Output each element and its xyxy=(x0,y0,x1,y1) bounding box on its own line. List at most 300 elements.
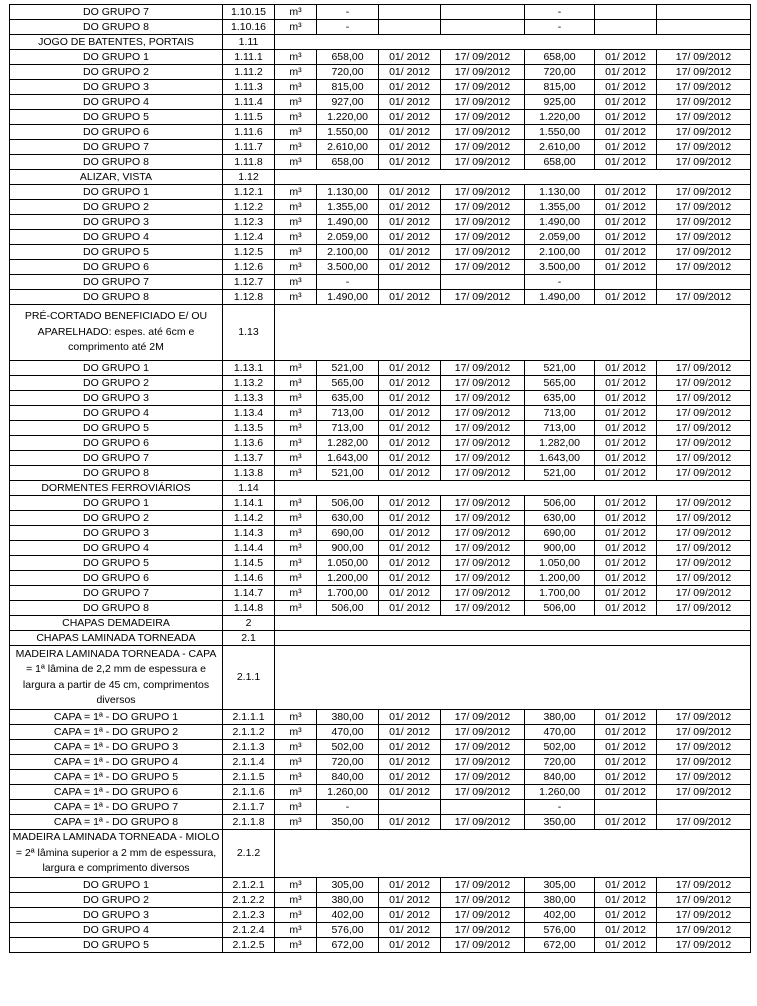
price-cell: 350,00 xyxy=(317,815,379,830)
section-code: 2.1.1 xyxy=(223,646,275,710)
unit-cell: m³ xyxy=(275,878,317,893)
update-date-cell: 17/ 09/2012 xyxy=(657,710,751,725)
table-row xyxy=(10,155,751,170)
reference-month-cell: 01/ 2012 xyxy=(595,290,657,305)
item-code: 1.13.1 xyxy=(223,361,275,376)
item-description: DO GRUPO 2 xyxy=(10,511,223,526)
table-row xyxy=(10,526,751,541)
unit-cell: m³ xyxy=(275,710,317,725)
price-cell: 521,00 xyxy=(317,466,379,481)
unit-cell: m³ xyxy=(275,526,317,541)
section-description: ALIZAR, VISTA xyxy=(10,170,223,185)
unit-cell: m³ xyxy=(275,230,317,245)
price-cell: 1.700,00 xyxy=(317,586,379,601)
reference-month-cell: 01/ 2012 xyxy=(595,893,657,908)
price-cell: 1.643,00 xyxy=(525,451,595,466)
update-date-cell: 17/ 09/2012 xyxy=(657,376,751,391)
update-date-cell: 17/ 09/2012 xyxy=(657,80,751,95)
item-code: 1.14.4 xyxy=(223,541,275,556)
reference-month-cell: 01/ 2012 xyxy=(595,421,657,436)
reference-month-cell xyxy=(379,5,441,20)
item-code: 1.14.6 xyxy=(223,571,275,586)
table-row xyxy=(10,80,751,95)
table-row xyxy=(10,260,751,275)
update-date-cell: 17/ 09/2012 xyxy=(441,923,525,938)
price-cell: 506,00 xyxy=(525,496,595,511)
section-description: PRÉ-CORTADO BENEFICIADO E/ OU APARELHADO: espes. até 6cm e comprimento até 2M xyxy=(10,305,223,361)
section-code: 1.12 xyxy=(223,170,275,185)
item-description: CAPA = 1ª - DO GRUPO 6 xyxy=(10,785,223,800)
reference-month-cell: 01/ 2012 xyxy=(595,95,657,110)
update-date-cell: 17/ 09/2012 xyxy=(441,740,525,755)
item-description: CAPA = 1ª - DO GRUPO 2 xyxy=(10,725,223,740)
price-cell: 713,00 xyxy=(525,406,595,421)
item-code: 1.13.2 xyxy=(223,376,275,391)
table-row xyxy=(10,725,751,740)
price-cell: 1.490,00 xyxy=(525,215,595,230)
reference-month-cell: 01/ 2012 xyxy=(595,260,657,275)
item-code: 2.1.1.6 xyxy=(223,785,275,800)
item-code: 1.11.7 xyxy=(223,140,275,155)
update-date-cell xyxy=(657,5,751,20)
price-cell: 1.130,00 xyxy=(317,185,379,200)
item-description: DO GRUPO 1 xyxy=(10,496,223,511)
price-cell: 1.130,00 xyxy=(525,185,595,200)
price-cell: 506,00 xyxy=(317,496,379,511)
item-description: DO GRUPO 6 xyxy=(10,436,223,451)
section-code: 1.11 xyxy=(223,35,275,50)
table-row xyxy=(10,785,751,800)
price-cell: 380,00 xyxy=(525,710,595,725)
table-row xyxy=(10,110,751,125)
update-date-cell: 17/ 09/2012 xyxy=(441,511,525,526)
reference-month-cell xyxy=(595,275,657,290)
section-header-row xyxy=(10,631,751,646)
reference-month-cell: 01/ 2012 xyxy=(379,260,441,275)
reference-month-cell: 01/ 2012 xyxy=(595,740,657,755)
reference-month-cell: 01/ 2012 xyxy=(379,421,441,436)
item-code: 1.14.8 xyxy=(223,601,275,616)
item-code: 1.12.2 xyxy=(223,200,275,215)
blank-cell xyxy=(275,631,751,646)
price-cell: 690,00 xyxy=(525,526,595,541)
section-header-row xyxy=(10,35,751,50)
section-code: 1.14 xyxy=(223,481,275,496)
item-code: 1.11.8 xyxy=(223,155,275,170)
update-date-cell: 17/ 09/2012 xyxy=(441,391,525,406)
item-code: 2.1.2.1 xyxy=(223,878,275,893)
update-date-cell: 17/ 09/2012 xyxy=(441,200,525,215)
price-cell: - xyxy=(317,800,379,815)
reference-month-cell: 01/ 2012 xyxy=(379,230,441,245)
price-cell: 565,00 xyxy=(317,376,379,391)
reference-month-cell: 01/ 2012 xyxy=(379,586,441,601)
item-description: DO GRUPO 7 xyxy=(10,5,223,20)
item-description: DO GRUPO 4 xyxy=(10,406,223,421)
update-date-cell: 17/ 09/2012 xyxy=(657,421,751,436)
update-date-cell: 17/ 09/2012 xyxy=(441,436,525,451)
update-date-cell: 17/ 09/2012 xyxy=(441,185,525,200)
price-cell: 506,00 xyxy=(525,601,595,616)
price-cell: 470,00 xyxy=(317,725,379,740)
reference-month-cell: 01/ 2012 xyxy=(595,571,657,586)
item-code: 1.11.2 xyxy=(223,65,275,80)
unit-cell: m³ xyxy=(275,725,317,740)
reference-month-cell: 01/ 2012 xyxy=(595,601,657,616)
table-row xyxy=(10,878,751,893)
price-cell: 1.490,00 xyxy=(525,290,595,305)
unit-cell: m³ xyxy=(275,65,317,80)
price-cell: 565,00 xyxy=(525,376,595,391)
update-date-cell: 17/ 09/2012 xyxy=(657,740,751,755)
item-description: DO GRUPO 6 xyxy=(10,571,223,586)
update-date-cell: 17/ 09/2012 xyxy=(441,815,525,830)
item-code: 1.11.4 xyxy=(223,95,275,110)
price-cell: 2.059,00 xyxy=(317,230,379,245)
section-header-row xyxy=(10,616,751,631)
table-row xyxy=(10,290,751,305)
item-code: 1.13.6 xyxy=(223,436,275,451)
update-date-cell: 17/ 09/2012 xyxy=(657,571,751,586)
item-description: DO GRUPO 7 xyxy=(10,586,223,601)
item-code: 2.1.2.2 xyxy=(223,893,275,908)
update-date-cell: 17/ 09/2012 xyxy=(441,80,525,95)
section-header-row xyxy=(10,646,751,710)
reference-month-cell: 01/ 2012 xyxy=(379,526,441,541)
item-description: DO GRUPO 1 xyxy=(10,50,223,65)
update-date-cell: 17/ 09/2012 xyxy=(441,421,525,436)
item-description: DO GRUPO 2 xyxy=(10,893,223,908)
section-description: CHAPAS DEMADEIRA xyxy=(10,616,223,631)
reference-month-cell: 01/ 2012 xyxy=(595,155,657,170)
item-code: 2.1.2.4 xyxy=(223,923,275,938)
item-description: DO GRUPO 3 xyxy=(10,80,223,95)
price-cell: 402,00 xyxy=(525,908,595,923)
reference-month-cell: 01/ 2012 xyxy=(379,50,441,65)
update-date-cell: 17/ 09/2012 xyxy=(657,785,751,800)
unit-cell: m³ xyxy=(275,571,317,586)
unit-cell: m³ xyxy=(275,140,317,155)
section-description: CHAPAS LAMINADA TORNEADA xyxy=(10,631,223,646)
update-date-cell: 17/ 09/2012 xyxy=(441,556,525,571)
table-row xyxy=(10,586,751,601)
price-cell: 720,00 xyxy=(525,755,595,770)
reference-month-cell xyxy=(595,800,657,815)
unit-cell: m³ xyxy=(275,421,317,436)
item-description: DO GRUPO 3 xyxy=(10,215,223,230)
item-description: DO GRUPO 5 xyxy=(10,110,223,125)
update-date-cell: 17/ 09/2012 xyxy=(441,245,525,260)
reference-month-cell: 01/ 2012 xyxy=(595,526,657,541)
unit-cell: m³ xyxy=(275,215,317,230)
item-code: 1.12.5 xyxy=(223,245,275,260)
price-cell: - xyxy=(525,5,595,20)
reference-month-cell: 01/ 2012 xyxy=(379,541,441,556)
reference-month-cell: 01/ 2012 xyxy=(595,215,657,230)
item-code: 1.12.7 xyxy=(223,275,275,290)
update-date-cell: 17/ 09/2012 xyxy=(441,451,525,466)
table-row xyxy=(10,770,751,785)
reference-month-cell: 01/ 2012 xyxy=(379,556,441,571)
update-date-cell: 17/ 09/2012 xyxy=(441,125,525,140)
table-row xyxy=(10,710,751,725)
section-code: 2 xyxy=(223,616,275,631)
item-description: DO GRUPO 5 xyxy=(10,556,223,571)
reference-month-cell: 01/ 2012 xyxy=(379,725,441,740)
price-cell: 927,00 xyxy=(317,95,379,110)
reference-month-cell: 01/ 2012 xyxy=(379,200,441,215)
price-cell: 470,00 xyxy=(525,725,595,740)
price-cell: 713,00 xyxy=(317,406,379,421)
item-description: DO GRUPO 1 xyxy=(10,878,223,893)
update-date-cell: 17/ 09/2012 xyxy=(441,755,525,770)
item-code: 1.10.15 xyxy=(223,5,275,20)
update-date-cell: 17/ 09/2012 xyxy=(657,725,751,740)
price-cell: 2.100,00 xyxy=(317,245,379,260)
reference-month-cell: 01/ 2012 xyxy=(595,65,657,80)
item-code: 1.14.2 xyxy=(223,511,275,526)
unit-cell: m³ xyxy=(275,50,317,65)
reference-month-cell: 01/ 2012 xyxy=(595,815,657,830)
reference-month-cell: 01/ 2012 xyxy=(379,215,441,230)
blank-cell xyxy=(275,170,751,185)
table-row xyxy=(10,391,751,406)
reference-month-cell: 01/ 2012 xyxy=(595,110,657,125)
reference-month-cell: 01/ 2012 xyxy=(379,65,441,80)
update-date-cell: 17/ 09/2012 xyxy=(441,710,525,725)
item-code: 1.13.4 xyxy=(223,406,275,421)
section-code: 2.1 xyxy=(223,631,275,646)
reference-month-cell: 01/ 2012 xyxy=(379,908,441,923)
price-cell: 305,00 xyxy=(525,878,595,893)
price-table-body xyxy=(10,5,751,953)
item-description: DO GRUPO 5 xyxy=(10,421,223,436)
update-date-cell: 17/ 09/2012 xyxy=(441,601,525,616)
item-code: 1.13.7 xyxy=(223,451,275,466)
unit-cell: m³ xyxy=(275,893,317,908)
update-date-cell: 17/ 09/2012 xyxy=(657,908,751,923)
table-row xyxy=(10,185,751,200)
unit-cell: m³ xyxy=(275,260,317,275)
item-code: 1.14.3 xyxy=(223,526,275,541)
update-date-cell: 17/ 09/2012 xyxy=(657,290,751,305)
update-date-cell: 17/ 09/2012 xyxy=(657,938,751,953)
update-date-cell: 17/ 09/2012 xyxy=(657,125,751,140)
table-row xyxy=(10,200,751,215)
reference-month-cell: 01/ 2012 xyxy=(595,50,657,65)
table-row xyxy=(10,755,751,770)
table-row xyxy=(10,275,751,290)
price-cell: 1.050,00 xyxy=(317,556,379,571)
update-date-cell: 17/ 09/2012 xyxy=(657,451,751,466)
update-date-cell: 17/ 09/2012 xyxy=(441,110,525,125)
reference-month-cell: 01/ 2012 xyxy=(595,710,657,725)
reference-month-cell: 01/ 2012 xyxy=(379,785,441,800)
reference-month-cell: 01/ 2012 xyxy=(379,155,441,170)
section-description: JOGO DE BATENTES, PORTAIS xyxy=(10,35,223,50)
unit-cell: m³ xyxy=(275,586,317,601)
table-row xyxy=(10,406,751,421)
unit-cell: m³ xyxy=(275,5,317,20)
price-cell: 815,00 xyxy=(525,80,595,95)
price-cell: 720,00 xyxy=(317,755,379,770)
reference-month-cell: 01/ 2012 xyxy=(379,125,441,140)
reference-month-cell: 01/ 2012 xyxy=(379,740,441,755)
section-code: 1.13 xyxy=(223,305,275,361)
item-description: CAPA = 1ª - DO GRUPO 5 xyxy=(10,770,223,785)
reference-month-cell: 01/ 2012 xyxy=(379,893,441,908)
reference-month-cell: 01/ 2012 xyxy=(595,755,657,770)
unit-cell: m³ xyxy=(275,496,317,511)
item-description: CAPA = 1ª - DO GRUPO 3 xyxy=(10,740,223,755)
table-row xyxy=(10,511,751,526)
unit-cell: m³ xyxy=(275,245,317,260)
unit-cell: m³ xyxy=(275,541,317,556)
table-row xyxy=(10,800,751,815)
reference-month-cell: 01/ 2012 xyxy=(379,571,441,586)
table-row xyxy=(10,496,751,511)
reference-month-cell: 01/ 2012 xyxy=(595,586,657,601)
item-code: 2.1.1.1 xyxy=(223,710,275,725)
price-cell: 380,00 xyxy=(525,893,595,908)
reference-month-cell: 01/ 2012 xyxy=(595,376,657,391)
reference-month-cell: 01/ 2012 xyxy=(379,406,441,421)
table-row xyxy=(10,436,751,451)
unit-cell: m³ xyxy=(275,406,317,421)
item-description: DO GRUPO 4 xyxy=(10,923,223,938)
reference-month-cell: 01/ 2012 xyxy=(379,923,441,938)
reference-month-cell: 01/ 2012 xyxy=(379,938,441,953)
item-description: DO GRUPO 7 xyxy=(10,451,223,466)
reference-month-cell: 01/ 2012 xyxy=(379,185,441,200)
section-description: MADEIRA LAMINADA TORNEADA - MIOLO = 2ª lâmina superior a 2 mm de espessura, largura e comprimento diversos xyxy=(10,830,223,878)
price-cell: 630,00 xyxy=(317,511,379,526)
price-cell: 840,00 xyxy=(317,770,379,785)
table-row xyxy=(10,125,751,140)
reference-month-cell: 01/ 2012 xyxy=(379,436,441,451)
update-date-cell: 17/ 09/2012 xyxy=(441,65,525,80)
item-code: 1.14.5 xyxy=(223,556,275,571)
unit-cell: m³ xyxy=(275,740,317,755)
reference-month-cell: 01/ 2012 xyxy=(595,556,657,571)
item-code: 2.1.1.2 xyxy=(223,725,275,740)
update-date-cell: 17/ 09/2012 xyxy=(441,215,525,230)
update-date-cell: 17/ 09/2012 xyxy=(657,436,751,451)
price-cell: 305,00 xyxy=(317,878,379,893)
update-date-cell: 17/ 09/2012 xyxy=(441,260,525,275)
reference-month-cell: 01/ 2012 xyxy=(379,361,441,376)
blank-cell xyxy=(275,830,751,878)
price-cell: 3.500,00 xyxy=(317,260,379,275)
reference-month-cell xyxy=(379,20,441,35)
reference-month-cell xyxy=(379,275,441,290)
price-cell: 1.260,00 xyxy=(317,785,379,800)
item-description: DO GRUPO 3 xyxy=(10,391,223,406)
reference-month-cell: 01/ 2012 xyxy=(379,710,441,725)
update-date-cell: 17/ 09/2012 xyxy=(657,110,751,125)
table-row xyxy=(10,815,751,830)
update-date-cell: 17/ 09/2012 xyxy=(441,938,525,953)
table-row xyxy=(10,601,751,616)
reference-month-cell: 01/ 2012 xyxy=(595,466,657,481)
item-code: 1.14.1 xyxy=(223,496,275,511)
price-cell: 1.643,00 xyxy=(317,451,379,466)
reference-month-cell: 01/ 2012 xyxy=(595,725,657,740)
update-date-cell: 17/ 09/2012 xyxy=(657,755,751,770)
table-row xyxy=(10,50,751,65)
update-date-cell: 17/ 09/2012 xyxy=(657,185,751,200)
update-date-cell: 17/ 09/2012 xyxy=(657,541,751,556)
reference-month-cell: 01/ 2012 xyxy=(595,938,657,953)
reference-month-cell: 01/ 2012 xyxy=(595,878,657,893)
price-cell: 713,00 xyxy=(525,421,595,436)
item-code: 1.12.8 xyxy=(223,290,275,305)
price-cell: 3.500,00 xyxy=(525,260,595,275)
item-description: DO GRUPO 2 xyxy=(10,376,223,391)
update-date-cell: 17/ 09/2012 xyxy=(441,586,525,601)
unit-cell: m³ xyxy=(275,290,317,305)
reference-month-cell: 01/ 2012 xyxy=(595,185,657,200)
unit-cell: m³ xyxy=(275,785,317,800)
reference-month-cell xyxy=(595,20,657,35)
update-date-cell: 17/ 09/2012 xyxy=(441,155,525,170)
price-cell: 672,00 xyxy=(317,938,379,953)
price-cell: 502,00 xyxy=(525,740,595,755)
unit-cell: m³ xyxy=(275,601,317,616)
reference-month-cell: 01/ 2012 xyxy=(379,391,441,406)
price-cell: 1.050,00 xyxy=(525,556,595,571)
price-cell: 672,00 xyxy=(525,938,595,953)
price-cell: 1.490,00 xyxy=(317,215,379,230)
update-date-cell: 17/ 09/2012 xyxy=(657,391,751,406)
price-cell: 900,00 xyxy=(317,541,379,556)
blank-cell xyxy=(275,481,751,496)
item-code: 2.1.1.8 xyxy=(223,815,275,830)
item-description: DO GRUPO 6 xyxy=(10,260,223,275)
price-cell: 635,00 xyxy=(525,391,595,406)
unit-cell: m³ xyxy=(275,938,317,953)
item-code: 1.14.7 xyxy=(223,586,275,601)
unit-cell: m³ xyxy=(275,755,317,770)
item-code: 2.1.2.5 xyxy=(223,938,275,953)
reference-month-cell: 01/ 2012 xyxy=(595,496,657,511)
reference-month-cell: 01/ 2012 xyxy=(595,200,657,215)
reference-month-cell: 01/ 2012 xyxy=(379,511,441,526)
price-cell: 1.220,00 xyxy=(525,110,595,125)
update-date-cell: 17/ 09/2012 xyxy=(441,878,525,893)
reference-month-cell: 01/ 2012 xyxy=(379,878,441,893)
price-cell: 521,00 xyxy=(525,466,595,481)
price-cell: 720,00 xyxy=(525,65,595,80)
table-row xyxy=(10,376,751,391)
table-row xyxy=(10,908,751,923)
price-cell: 2.610,00 xyxy=(525,140,595,155)
item-code: 2.1.1.4 xyxy=(223,755,275,770)
item-description: DO GRUPO 8 xyxy=(10,290,223,305)
table-row xyxy=(10,65,751,80)
reference-month-cell: 01/ 2012 xyxy=(595,80,657,95)
price-cell: 1.282,00 xyxy=(317,436,379,451)
reference-month-cell: 01/ 2012 xyxy=(379,376,441,391)
item-description: DO GRUPO 8 xyxy=(10,601,223,616)
price-cell: 1.700,00 xyxy=(525,586,595,601)
price-cell: 2.100,00 xyxy=(525,245,595,260)
reference-month-cell: 01/ 2012 xyxy=(379,770,441,785)
price-cell: 576,00 xyxy=(317,923,379,938)
price-cell: - xyxy=(317,20,379,35)
item-code: 1.13.3 xyxy=(223,391,275,406)
update-date-cell xyxy=(657,20,751,35)
